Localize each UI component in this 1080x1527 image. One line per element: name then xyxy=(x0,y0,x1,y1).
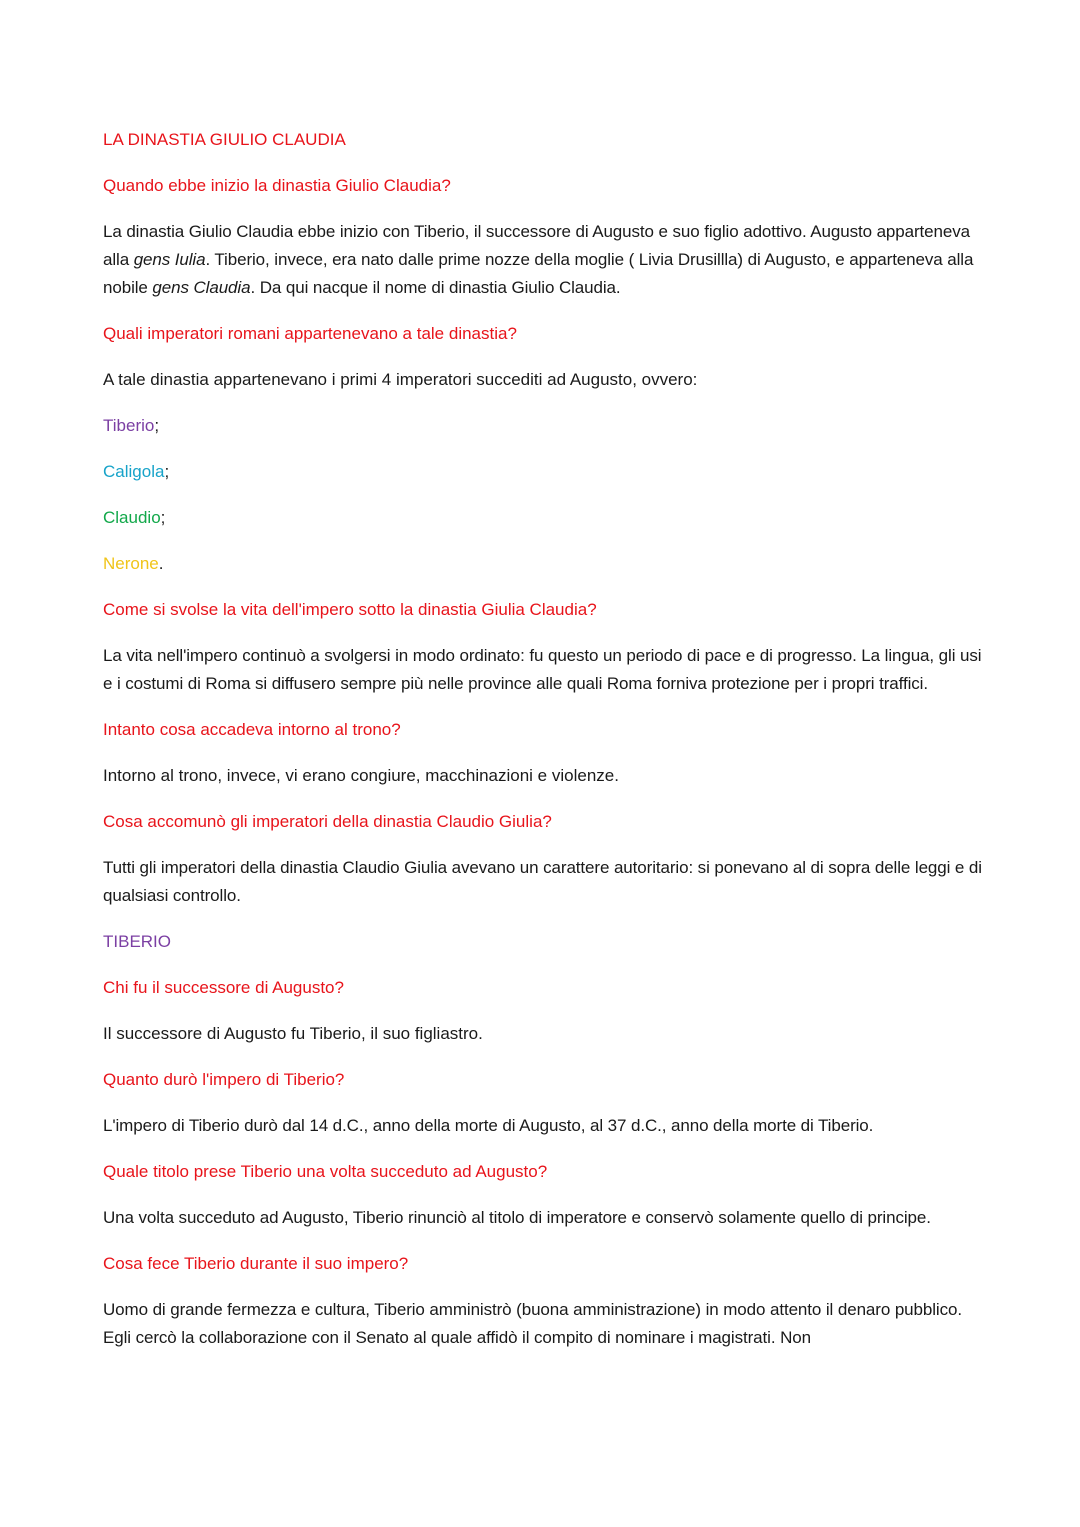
answer-3: La vita nell'impero continuò a svolgersi in modo ordinato: fu questo un periodo di pace e di progresso. La lingua, gli usi e i costumi di Roma si diffusero sempre più nelle province alle quali Roma forniva protezione per i propri traffici. xyxy=(103,646,982,693)
emperor-list-item xyxy=(103,504,983,532)
answer-1-italic-gens-iulia: gens Iulia xyxy=(133,250,206,269)
emperor-list-item xyxy=(103,550,983,578)
section-heading-tiberio: TIBERIO xyxy=(103,932,172,951)
question-7: Quanto durò l'impero di Tiberio? xyxy=(103,1070,345,1089)
answer-1-text-b: . Tiberio, invece, era nato dalle prime nozze della moglie ( Livia Drusillla) di Augusto, e apparteneva alla nobile xyxy=(103,250,974,297)
answer-9: Uomo di grande fermezza e cultura, Tiberio amministrò (buona amministrazione) in modo attento il denaro pubblico. Egli cercò la collaborazione con il Senato al quale affidò il compito di nominare i magistrati. Non xyxy=(103,1300,962,1347)
question-1: Quando ebbe inizio la dinastia Giulio Claudia? xyxy=(103,176,451,195)
question-8: Quale titolo prese Tiberio una volta succeduto ad Augusto? xyxy=(103,1162,548,1181)
question-2: Quali imperatori romani appartenevano a tale dinastia? xyxy=(103,324,517,343)
emperor-punct: . xyxy=(158,554,164,573)
question-3: Come si svolse la vita dell'impero sotto la dinastia Giulia Claudia? xyxy=(103,600,597,619)
emperor-name-caligola: Caligola xyxy=(103,462,165,481)
question-9: Cosa fece Tiberio durante il suo impero? xyxy=(103,1254,409,1273)
emperor-punct: ; xyxy=(154,416,160,435)
question-5: Cosa accomunò gli imperatori della dinastia Claudio Giulia? xyxy=(103,812,552,831)
emperor-punct: ; xyxy=(164,462,170,481)
question-4: Intanto cosa accadeva intorno al trono? xyxy=(103,720,401,739)
question-6: Chi fu il successore di Augusto? xyxy=(103,978,344,997)
answer-1-text-c: . Da qui nacque il nome di dinastia Giulio Claudia. xyxy=(250,278,621,297)
answer-1-italic-gens-claudia: gens Claudia xyxy=(152,278,251,297)
answer-7: L'impero di Tiberio durò dal 14 d.C., anno della morte di Augusto, al 37 d.C., anno della morte di Tiberio. xyxy=(103,1116,874,1135)
emperor-punct: ; xyxy=(160,508,166,527)
answer-5: Tutti gli imperatori della dinastia Claudio Giulia avevano un carattere autoritario: si ponevano al di sopra delle leggi e di qualsiasi controllo. xyxy=(103,858,982,905)
emperor-name-nerone: Nerone xyxy=(103,554,159,573)
answer-4: Intorno al trono, invece, vi erano congiure, macchinazioni e violenze. xyxy=(103,766,619,785)
document-title: LA DINASTIA GIULIO CLAUDIA xyxy=(103,130,346,149)
emperor-list-item xyxy=(103,458,983,486)
emperor-list-item xyxy=(103,412,983,440)
answer-8: Una volta succeduto ad Augusto, Tiberio rinunciò al titolo di imperatore e conservò solamente quello di principe. xyxy=(103,1208,931,1227)
answer-2: A tale dinastia appartenevano i primi 4 imperatori succediti ad Augusto, ovvero: xyxy=(103,370,698,389)
answer-6: Il successore di Augusto fu Tiberio, il suo figliastro. xyxy=(103,1024,483,1043)
emperor-name-claudio: Claudio xyxy=(103,508,161,527)
document-page xyxy=(103,126,983,1370)
emperor-name-tiberio: Tiberio xyxy=(103,416,155,435)
answer-1-text-a: La dinastia Giulio Claudia ebbe inizio con Tiberio, il successore di Augusto e suo figlio adottivo. Augusto apparteneva alla xyxy=(103,222,970,269)
answer-1 xyxy=(103,218,983,302)
